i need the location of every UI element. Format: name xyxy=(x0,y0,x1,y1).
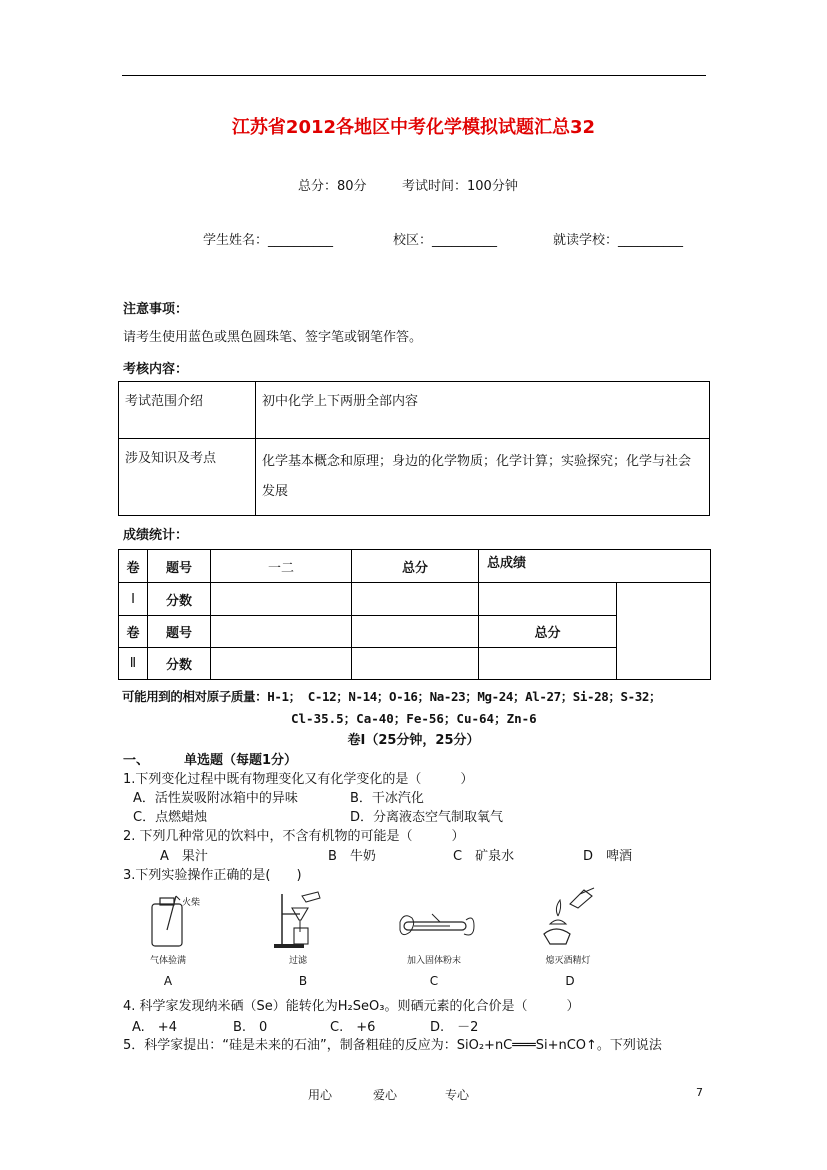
footer-motto-1: 用心 xyxy=(308,1088,333,1102)
exam-time: 考试时间：100分钟 xyxy=(402,179,518,194)
juan2-label-a: 卷 xyxy=(119,616,148,648)
part-title: 单选题（每题1分） xyxy=(184,753,298,768)
fig-a-caption: 气体验满 xyxy=(149,956,186,966)
yi-er-label: 一二 xyxy=(211,550,352,583)
school-field: 就读学校：__________ xyxy=(553,233,684,248)
campus-field: 校区：__________ xyxy=(393,233,498,248)
q2-option-b: B 牛奶 xyxy=(328,849,376,864)
q1-option-d: D．分离液态空气制取氧气 xyxy=(350,810,504,825)
total-score-cell xyxy=(617,583,711,680)
table-row xyxy=(119,382,710,439)
q2-option-a: A 果汁 xyxy=(160,849,208,864)
tihao-label: 题号 xyxy=(148,616,211,648)
q4-option-a: A. +4 xyxy=(132,1020,177,1035)
assessment-value: 化学基本概念和原理；身边的化学物质；化学计算；实验探究；化学与社会发展 xyxy=(256,439,710,516)
atomic-mass-line2: Cl-35.5；Ca-40；Fe-56；Cu-64；Zn-6 xyxy=(291,711,537,726)
fenshu-label: 分数 xyxy=(148,648,211,680)
score-cell xyxy=(211,648,352,680)
juan1-label-a: 卷 xyxy=(119,550,148,583)
notice-heading: 注意事项： xyxy=(123,302,189,317)
table-row xyxy=(119,439,710,516)
question-5: 5．科学家提出：“硅是未来的石油”，制备粗硅的反应为：SiO₂+nC═══Si+nCO↑。下列说法 xyxy=(123,1038,662,1053)
fig-a-letter: A xyxy=(163,974,173,988)
fig-d-letter: D xyxy=(565,974,575,988)
q2-option-c: C 矿泉水 xyxy=(453,849,515,864)
fig-c-letter: C xyxy=(429,974,439,988)
juan-title: 卷Ⅰ（25分钟，25分） xyxy=(347,733,480,748)
zongfen-label: 总分 xyxy=(352,550,479,583)
fig-b-caption: 过滤 xyxy=(288,956,307,966)
score-table xyxy=(118,549,711,680)
score-cell xyxy=(352,648,479,680)
q4-option-c: C. +6 xyxy=(330,1020,376,1035)
question-4: 4. 科学家发现纳米硒（Se）能转化为H₂SeO₃。则硒元素的化合价是（ ） xyxy=(123,999,580,1014)
q1-option-a: A．活性炭吸附冰箱中的异味 xyxy=(133,791,298,806)
student-name-field: 学生姓名：__________ xyxy=(203,233,334,248)
score-cell xyxy=(352,583,479,616)
score-cell xyxy=(211,583,352,616)
score-cell xyxy=(352,616,479,648)
q1-option-c: C．点燃蜡烛 xyxy=(133,810,208,825)
score-cell xyxy=(479,583,617,616)
fig-d-caption: 熄灭酒精灯 xyxy=(545,956,591,966)
total-score: 总分：80分 xyxy=(298,179,367,194)
zongfen-label: 总分 xyxy=(479,616,617,648)
score-cell xyxy=(211,616,352,648)
footer-motto-3: 专心 xyxy=(445,1088,470,1102)
score-cell xyxy=(479,648,617,680)
notice-text: 请考生使用蓝色或黑色圆珠笔、签字笔或钢笔作答。 xyxy=(123,330,423,345)
footer-motto-2: 爱心 xyxy=(373,1088,398,1102)
score-stats-heading: 成绩统计： xyxy=(123,528,189,543)
page-number: 7 xyxy=(696,1086,703,1099)
juan1-label-b: Ⅰ xyxy=(119,583,148,616)
q4-option-b: B. 0 xyxy=(233,1020,268,1035)
question-1: 1.下列变化过程中既有物理变化又有化学变化的是（ ） xyxy=(123,772,474,787)
zong-chengji-label: 总成绩 xyxy=(479,550,711,583)
juan2-label-b: Ⅱ xyxy=(119,648,148,680)
fig-b-letter: B xyxy=(298,974,308,988)
part-number: 一、 xyxy=(123,753,150,768)
assessment-label: 考试范围介绍 xyxy=(119,382,256,439)
q1-option-b: B．干冰汽化 xyxy=(350,791,424,806)
page-title: 江苏省2012各地区中考化学模拟试题汇总32 xyxy=(231,117,596,138)
q2-option-d: D 啤酒 xyxy=(583,849,633,864)
q4-option-d: D. －2 xyxy=(430,1020,479,1035)
assessment-label: 涉及知识及考点 xyxy=(119,439,256,516)
filtration-figure xyxy=(268,890,338,952)
atomic-mass-line1: 可能用到的相对原子质量：H-1； C-12；N-14；O-16；Na-23；Mg-24；Al-27；Si-28；S-32； xyxy=(122,689,662,704)
fenshu-label: 分数 xyxy=(148,583,211,616)
tihao-label: 题号 xyxy=(148,550,211,583)
fig-c-caption: 加入固体粉末 xyxy=(406,956,461,966)
match-label: 火柴 xyxy=(182,898,201,908)
header-rule xyxy=(122,75,706,76)
assessment-table xyxy=(118,381,710,516)
powder-figure xyxy=(396,908,476,948)
alcohol-lamp-figure xyxy=(536,886,606,952)
assessment-value: 初中化学上下两册全部内容 xyxy=(256,382,710,439)
question-2: 2. 下列几种常见的饮料中，不含有机物的可能是（ ） xyxy=(123,829,465,844)
question-3: 3.下列实验操作正确的是( ) xyxy=(123,868,302,883)
assessment-heading: 考核内容： xyxy=(123,362,189,377)
